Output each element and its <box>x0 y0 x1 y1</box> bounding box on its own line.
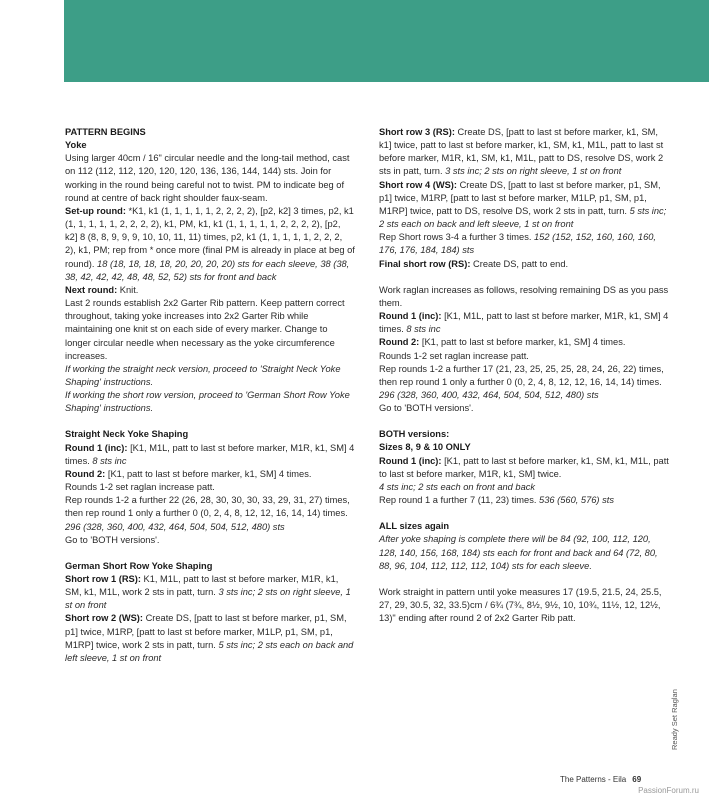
yoke-heading: Yoke <box>65 140 87 151</box>
both-repeat: Rep round 1 a further 7 (11, 23) times. 536 (560, 576) sts <box>379 495 614 506</box>
raglan-repeat: Rep rounds 1-2 a further 17 (21, 23, 25, 25, 25, 28, 24, 26, 22) times, then rep round 1 only a further 0 (0, 2, 4, 8, 12, 12, 16, 14, 14) times. 296 (328, 360, 400, 432, 464, 504, 504, 512, 480) sts <box>379 363 664 400</box>
repeat-short-rows: Rep Short rows 3-4 a further 3 times. 152 (152, 152, 160, 160, 160, 176, 176, 184, 184) sts <box>379 232 657 256</box>
short-row-1: Short row 1 (RS): K1, M1L, patt to last st before marker, M1R, k1, SM, k1, M1L, work 2 sts in patt, turn. 3 sts inc; 2 sts on right sleeve, 1 st on front <box>65 574 351 611</box>
last-rounds-paragraph: Last 2 rounds establish 2x2 Garter Rib pattern. Keep pattern correct throughout, taking yoke increases into 2x2 Garter Rib while maintaining one knit st on each side of every marker. Change to longer circular needle when necessary as the yoke circumference increases. <box>65 298 345 361</box>
straight-repeat: Rep rounds 1-2 a further 22 (26, 28, 30, 30, 30, 33, 29, 31, 27) times, then rep round 1 only a further 0 (0, 2, 4, 8, 12, 12, 16, 14, 14) times. 296 (328, 360, 400, 432, 464, 504, 504, 512, 480) sts <box>65 495 350 532</box>
straight-rounds-set: Rounds 1-2 set raglan increase patt. <box>65 482 215 493</box>
short-row-3: Short row 3 (RS): Create DS, [patt to last st before marker, k1, SM, k1] twice, patt to last st before marker, k1, SM, k1, M1L, patt to last st before marker, M1R, k1, SM, k1, M1L, patt to DS, resolve DS, work 2 sts in patt, turn. 3 sts inc; 2 sts on right sleeve, 1 st on front <box>379 127 664 177</box>
german-short-row-heading: German Short Row Yoke Shaping <box>65 560 213 571</box>
both-versions-heading: BOTH versions: <box>379 429 450 440</box>
page-number: 69 <box>632 775 642 784</box>
straight-neck-heading: Straight Neck Yoke Shaping <box>65 429 189 440</box>
work-raglan-paragraph: Work raglan increases as follows, resolving remaining DS as you pass them. <box>379 284 669 308</box>
raglan-goto: Go to 'BOTH versions'. <box>379 403 474 414</box>
side-section-label: Ready Set Raglan <box>670 689 679 750</box>
both-round1-note: 4 sts inc; 2 sts each on front and back <box>379 481 536 492</box>
all-sizes-note: After yoke shaping is complete there will be 84 (92, 100, 112, 120, 128, 140, 156, 168, 184) sts each for front and back and 64 (72, 80, 88, 96, 104, 112, 112, 112, 104) sts for each sleeve. <box>379 534 658 571</box>
footer-section: The Patterns - Eila <box>560 775 627 784</box>
straight-goto: Go to 'BOTH versions'. <box>65 534 160 545</box>
setup-round-paragraph: Set-up round: *K1, k1 (1, 1, 1, 1, 1, 2, 2, 2, 2), [p2, k2] 3 times, p2, k1 (1, 1, 1, 1, 1, 2, 2, 2, 2), k1, PM, k1, k1 (1, 1, 1, 1, 1, 2, 2, 2, 2), [p2, k2] 8 (8, 8, 9, 9, 9, 10, 10, 11, 11) times, p2, k1 (1, 1, 1, 1, 1, 2, 2, 2, 2), k1, PM; rep from * once more (final PM is already in place at beg of round). 18 (18, 18, 18, 18, 20, 20, 20, 20) sts for each sleeve, 38 (38, 38, 42, 42, 42, 48, 48, 52, 52) sts for front and back <box>65 205 355 282</box>
intro-paragraph: Using larger 40cm / 16" circular needle and the long-tail method, cast on 112 (112, 112, 120, 120, 120, 136, 136, 144, 144) sts. Join for working in the round being careful not to twist. PM to indicate beg of round at centre of back right shoulder faux-seam. <box>65 153 350 203</box>
raglan-rounds-set: Rounds 1-2 set raglan increase patt. <box>379 350 529 361</box>
page-footer <box>560 775 641 784</box>
short-row-4: Short row 4 (WS): Create DS, [patt to last st before marker, p1, SM, p1] twice, M1RP, [patt to last st before marker, M1LP, p1, SM, p1, M1RP] twice, patt to DS, resolve DS, work 2 sts in patt, turn. 5 sts inc; 2 sts each on back and left sleeve, 1 st on front <box>379 179 667 230</box>
right-column <box>379 126 671 625</box>
header-color-band <box>64 0 709 82</box>
all-sizes-heading: ALL sizes again <box>379 521 450 532</box>
straight-round2: Round 2: [K1, patt to last st before marker, k1, SM] 4 times. <box>65 468 312 479</box>
raglan-round1: Round 1 (inc): [K1, M1L, patt to last st before marker, M1R, k1, SM] 4 times. 8 sts inc <box>379 311 669 335</box>
final-short-row: Final short row (RS): Create DS, patt to end. <box>379 258 569 269</box>
left-column <box>65 126 355 665</box>
short-row-2: Short row 2 (WS): Create DS, [patt to last st before marker, p1, SM, p1] twice, M1RP, [patt to last st before marker, M1LP, p1, SM, p1, M1RP] twice, work 2 sts in patt, turn. 5 sts inc; 2 sts each on back and left sleeve, 1 st on front <box>65 613 354 663</box>
straight-round1: Round 1 (inc): [K1, M1L, patt to last st before marker, M1R, k1, SM] 4 times. 8 sts inc <box>65 442 355 466</box>
short-row-version-note: If working the short row version, proceed to 'German Short Row Yoke Shaping' instructions. <box>65 390 350 414</box>
sizes-heading: Sizes 8, 9 & 10 ONLY <box>379 442 471 453</box>
raglan-round2: Round 2: [K1, patt to last st before marker, k1, SM] 4 times. <box>379 337 626 348</box>
straight-version-note: If working the straight neck version, proceed to 'Straight Neck Yoke Shaping' instructions. <box>65 363 341 387</box>
both-round1: Round 1 (inc): [K1, patt to last st before marker, k1, SM, k1, M1L, patt to last st before marker, M1R, k1, SM] twice. <box>379 455 669 479</box>
work-straight-paragraph: Work straight in pattern until yoke measures 17 (19.5, 21.5, 24, 25.5, 27, 29, 30.5, 32, 33.5)cm / 6¾ (7¾, 8½, 9½, 10, 10¾, 11½, 12, 12½, 13)" ending after round 2 of 2x2 Garter Rib patt. <box>379 586 662 624</box>
watermark: PassionForum.ru <box>638 786 699 795</box>
pattern-begins-heading: PATTERN BEGINS <box>65 127 146 137</box>
next-round-paragraph: Next round: Knit. <box>65 284 139 295</box>
